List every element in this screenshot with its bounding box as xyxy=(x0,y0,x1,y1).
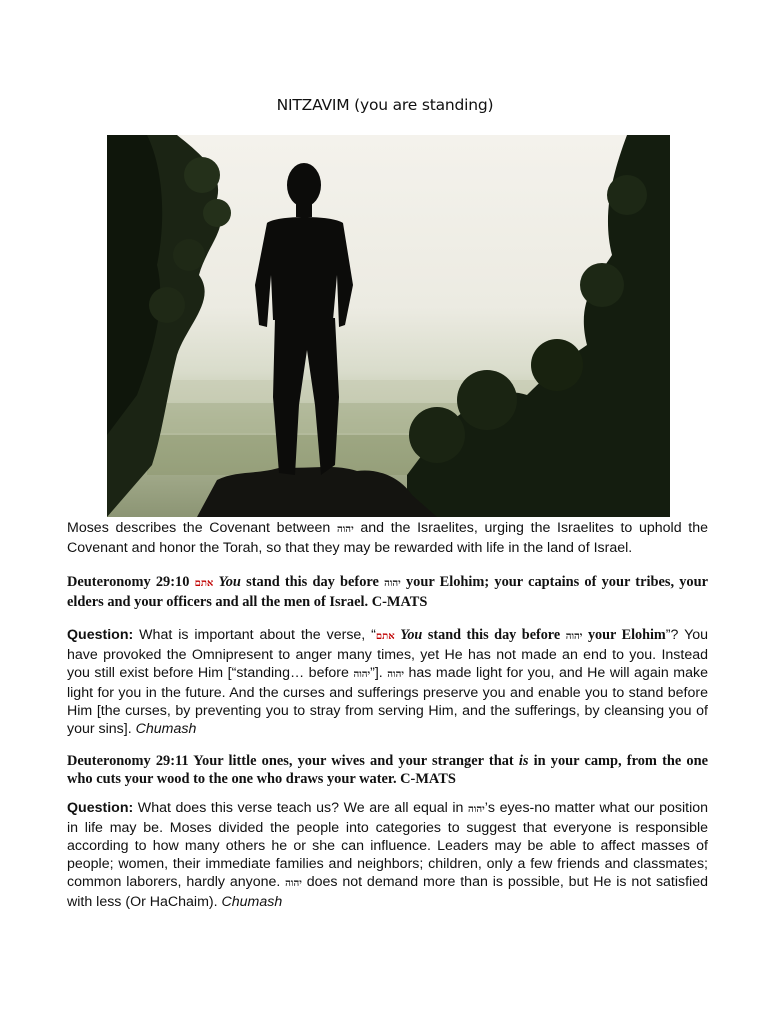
hebrew-atem: אתם xyxy=(375,631,395,642)
hebrew-atem: אתם xyxy=(194,578,214,589)
intro-paragraph: Moses describes the Covenant between יהוה and the Israelites, urging the Israelites to uphold the Covenant and honor the Torah, so that they may be rewarded with life in the land of Israel. xyxy=(67,520,708,557)
divine-name-hebrew: יהוה xyxy=(387,669,404,681)
divine-name-hebrew: יהוה xyxy=(565,631,583,642)
silhouette-photo-image xyxy=(107,135,670,517)
divine-name-hebrew: יהוה xyxy=(285,878,302,890)
question-1-paragraph: Question: What is important about the verse, “אתם You stand this day before יהוה your Elohim”? You have provoked the Omnipresent to anger many times, yet He has not made an end to you. Instead you still exist before Him [“standing… before יהוה”]. יהוה has made light for you, and He will again make light for you in the future. And the curses and sufferings preserve you and enable you to stand before Him [the curses, by preventing you to stray from serving Him, and the sufferings, by cleansing you of your sins]. Chumash xyxy=(67,627,709,738)
divine-name-hebrew: יהוה xyxy=(468,804,485,815)
divine-name-hebrew: יהוה xyxy=(384,578,401,589)
source-citation: Chumash xyxy=(221,894,283,911)
question-label: Question: xyxy=(67,627,134,643)
divine-name-hebrew: יהוה xyxy=(353,669,371,681)
verse-29-11: Deuteronomy 29:11 Your little ones, your wives and your stranger that is in your camp, from the one who cuts your wood to the one who draws your water. C-MATS xyxy=(67,753,708,787)
source-citation: Chumash xyxy=(135,721,197,738)
divine-name-hebrew: יהוה xyxy=(337,524,354,535)
verse-29-10: Deuteronomy 29:10 אתם You stand this day before יהוה your Elohim; your captains of your tribes, your elders and your officers and all the men of Israel. C-MATS xyxy=(67,574,708,610)
question-label: Question: xyxy=(67,800,134,816)
question-2-paragraph: Question: What does this verse teach us? We are all equal in יהוה’s eyes-no matter what our position in life may be. Moses divided the people into categories to suggest that everyone is responsible according to how many others he or she can influence. Leaders may be able to affect masses of people; women, their immediate families and neighbors; children, only a few friends and classmates; common laborers, hardly anyone. יהוה does not demand more than is possible, but He is not satisfied with less (Or HaChaim). Chumash xyxy=(67,800,708,911)
cover-photo xyxy=(107,135,670,517)
page-title: NITZAVIM (you are standing) xyxy=(276,96,494,114)
